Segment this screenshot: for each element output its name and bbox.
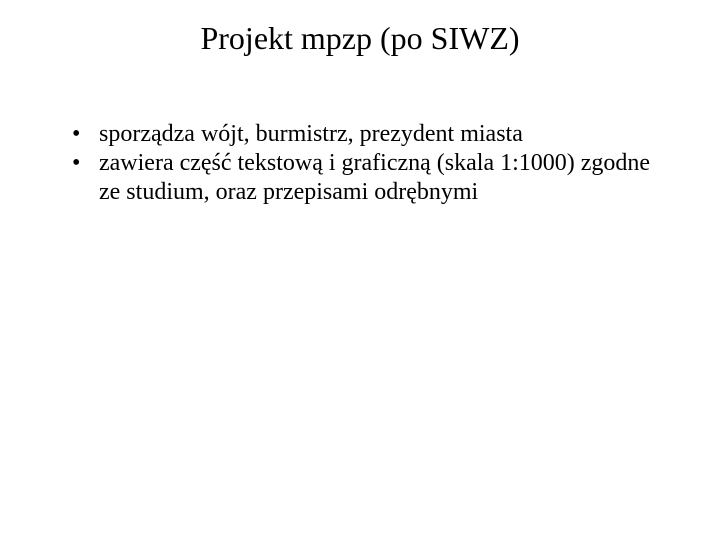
bullet-text: sporządza wójt, burmistrz, prezydent miasta [99, 121, 523, 147]
bullet-item [72, 149, 672, 207]
slide-title: Projekt mpzp (po SIWZ) [200, 20, 520, 56]
bullet-marker-icon: • [72, 121, 81, 147]
bullet-text: zawiera część tekstową i graficzną (skala 1:1000) zgodne ze studium, oraz przepisami odrębnymi [99, 150, 651, 205]
bullet-marker-icon: • [72, 150, 81, 176]
bullet-list [72, 120, 672, 207]
bullet-item [72, 120, 672, 149]
